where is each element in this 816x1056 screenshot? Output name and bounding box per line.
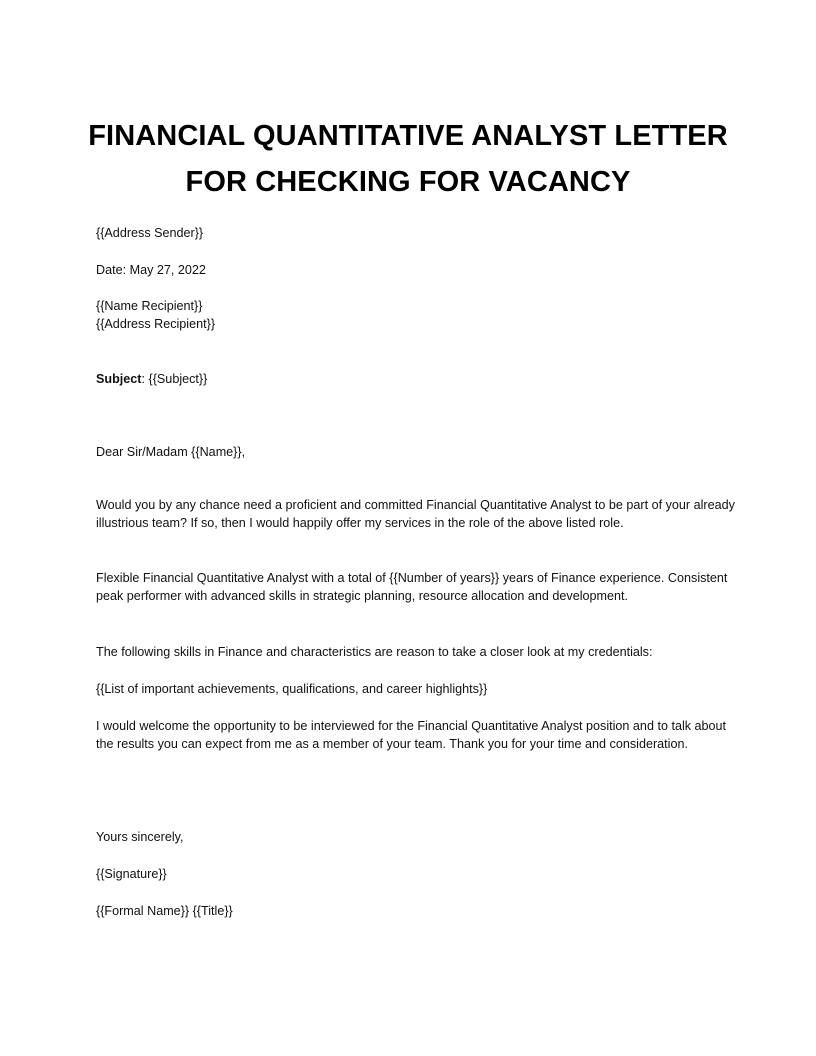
paragraph-intro: Would you by any chance need a proficient and committed Financial Quantitative Analyst to be part of your already illustrious team? If so, then I would happily offer my services in the role of the above listed role. — [96, 498, 735, 530]
formal-name-title: {{Formal Name}} {{Title}} — [96, 904, 233, 918]
signature-placeholder: {{Signature}} — [96, 867, 167, 881]
paragraph-experience: Flexible Financial Quantitative Analyst with a total of {{Number of years}} years of Finance experience. Consistent peak performer with advanced skills in strategic planning, resource allocation and development. — [96, 571, 728, 603]
recipient-block — [96, 297, 736, 333]
address-recipient: {{Address Recipient}} — [96, 317, 216, 331]
title-line-2: FOR CHECKING FOR VACANCY — [185, 166, 631, 198]
name-recipient: {{Name Recipient}} — [96, 299, 203, 313]
paragraph-closing: I would welcome the opportunity to be interviewed for the Financial Quantitative Analyst position and to talk about the results you can expect from me as a member of your team. Thank you for your time and consideration. — [96, 719, 727, 751]
subject-value: : {{Subject}} — [141, 372, 208, 386]
letter-date: Date: May 27, 2022 — [96, 263, 206, 277]
paragraph-skills-intro: The following skills in Finance and characteristics are reason to take a closer look at my credentials: — [96, 645, 653, 659]
subject-label: Subject — [96, 372, 142, 386]
title-line-1: FINANCIAL QUANTITATIVE ANALYST LETTER — [88, 120, 728, 152]
letter-title — [60, 113, 756, 205]
closing-phrase: Yours sincerely, — [96, 830, 184, 844]
salutation: Dear Sir/Madam {{Name}}, — [96, 445, 246, 459]
subject-line — [96, 370, 736, 388]
address-sender: {{Address Sender}} — [96, 226, 204, 240]
paragraph-achievements: {{List of important achievements, qualifications, and career highlights}} — [96, 682, 488, 696]
